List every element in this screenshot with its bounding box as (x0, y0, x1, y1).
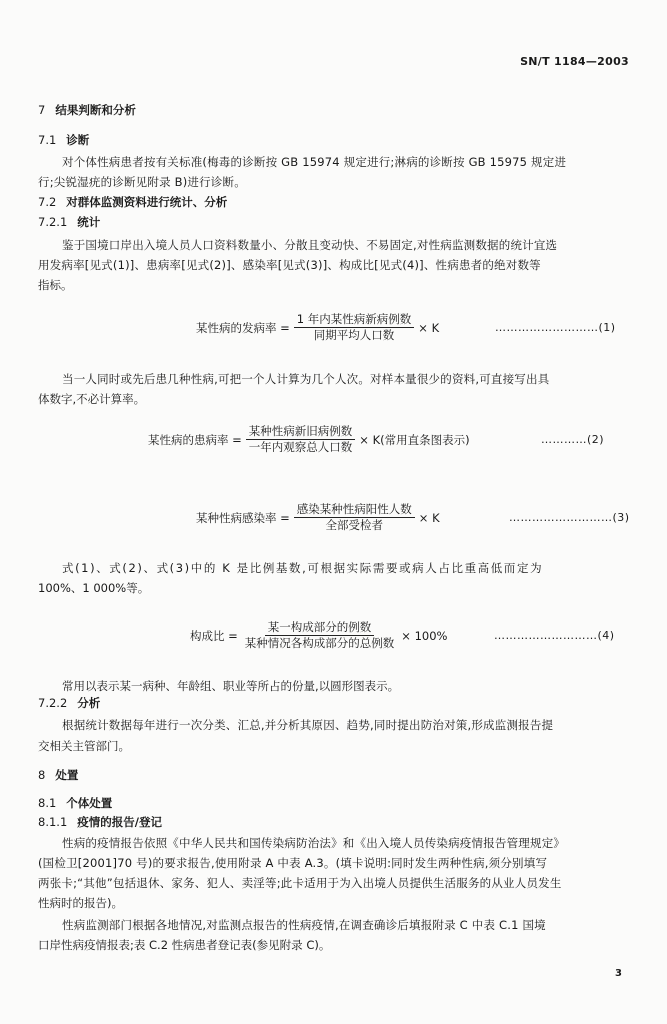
formula-denominator: 同期平均人口数 (313, 328, 395, 342)
formula-lhs: 构成比 = (190, 628, 238, 643)
formula-numerator: 感染某种性病阳性人数 (294, 503, 415, 518)
paragraph-line: 鉴于国境口岸出入境人员人口资料数量小、分散且变动快、不易固定,对性病监测数据的统计宜选 (62, 238, 558, 252)
document-number: SN/T 1184—2003 (520, 55, 629, 68)
formula-prevalence-rate (148, 425, 470, 454)
formula-lhs: 某性病的患病率 = (148, 432, 242, 447)
paragraph-line: 交相关主管部门。 (38, 739, 130, 753)
section-8-heading: 8 处置 (38, 768, 79, 782)
page-number: 3 (615, 968, 622, 979)
formula-fraction (294, 313, 414, 342)
paragraph-line: 体数字,不必计算率。 (38, 392, 146, 406)
equation-number: ………………………(4) (494, 629, 615, 642)
formula-fraction (294, 503, 415, 532)
paragraph-line: 性病监测部门根据各地情况,对监测点报告的性病疫情,在调查确诊后填报附录 C 中表 C.1 国境 (62, 918, 546, 932)
paragraph-line: (国检卫[2001]70 号)的要求报告,使用附录 A 中表 A.3。(填卡说明:同时发生两种性病,须分别填写 (38, 856, 548, 870)
section-7-2-2-heading: 7.2.2 分析 (38, 696, 101, 710)
formula-fraction (246, 425, 356, 454)
formula-infection-rate (196, 503, 440, 532)
paragraph-line: 性病时的报告)。 (38, 896, 123, 910)
formula-numerator: 某一构成部分的例数 (265, 621, 375, 636)
paragraph-line: 根据统计数据每年进行一次分类、汇总,并分析其原因、趋势,同时提出防治对策,形成监测报告提 (62, 718, 554, 732)
formula-fraction (242, 621, 398, 650)
formula-denominator: 全部受检者 (325, 518, 384, 532)
equation-number: ………………………(1) (495, 321, 616, 334)
paragraph-line: 指标。 (38, 278, 73, 292)
paragraph-line: 式(1)、式(2)、式(3)中的 K 是比例基数,可根据实际需要或病人占比重高低而定为 (62, 561, 544, 575)
formula-incidence-rate (196, 313, 439, 342)
formula-composition-ratio (190, 621, 447, 650)
formula-multiplier: × 100% (401, 628, 448, 643)
section-7-2-heading: 7.2 对群体监测资料进行统计、分析 (38, 195, 228, 209)
formula-multiplier: × K(常用直条图表示) (359, 432, 470, 447)
formula-lhs: 某种性病感染率 = (196, 510, 290, 525)
section-7-heading: 7 结果判断和分析 (38, 103, 136, 117)
equation-number: …………(2) (541, 433, 605, 446)
paragraph-line: 用发病率[见式(1)]、患病率[见式(2)]、感染率[见式(3)]、构成比[见式(4)]、性病患者的绝对数等 (38, 258, 541, 272)
paragraph-line: 口岸性病疫情报表;表 C.2 性病患者登记表(参见附录 C)。 (38, 938, 331, 952)
section-8-1-1-heading: 8.1.1 疫情的报告/登记 (38, 815, 162, 829)
section-8-1-heading: 8.1 个体处置 (38, 796, 113, 810)
paragraph-line: 100%、1 000%等。 (38, 581, 150, 595)
section-7-1-heading: 7.1 诊断 (38, 133, 90, 147)
paragraph-line: 对个体性病患者按有关标准(梅毒的诊断按 GB 15974 规定进行;淋病的诊断按 GB 15975 规定进 (62, 155, 567, 169)
formula-denominator: 一年内观察总人口数 (248, 440, 353, 454)
paragraph-line: 常用以表示某一病种、年龄组、职业等所占的份量,以圆形图表示。 (62, 679, 400, 693)
formula-multiplier: × K (418, 510, 440, 525)
formula-multiplier: × K (418, 320, 440, 335)
formula-lhs: 某性病的发病率 = (196, 320, 290, 335)
paragraph-line: 性病的疫情报告依照《中华人民共和国传染病防治法》和《出入境人员传染病疫情报告管理规定》 (62, 836, 566, 850)
section-7-2-1-heading: 7.2.1 统计 (38, 215, 101, 229)
equation-number: ………………………(3) (509, 511, 630, 524)
paragraph-line: 两张卡;“其他”包括退休、家务、犯人、卖淫等;此卡适用于为入出境人员提供生活服务的从业人员发生 (38, 876, 562, 890)
paragraph-line: 行;尖锐湿疣的诊断见附录 B)进行诊断。 (38, 175, 246, 189)
paragraph-line: 当一人同时或先后患几种性病,可把一个人计算为几个人次。对样本量很少的资料,可直接写出具 (62, 372, 550, 386)
formula-numerator: 某种性病新旧病例数 (246, 425, 356, 440)
formula-numerator: 1 年内某性病新病例数 (294, 313, 414, 328)
formula-denominator: 某种情况各构成部分的总例数 (244, 636, 395, 650)
